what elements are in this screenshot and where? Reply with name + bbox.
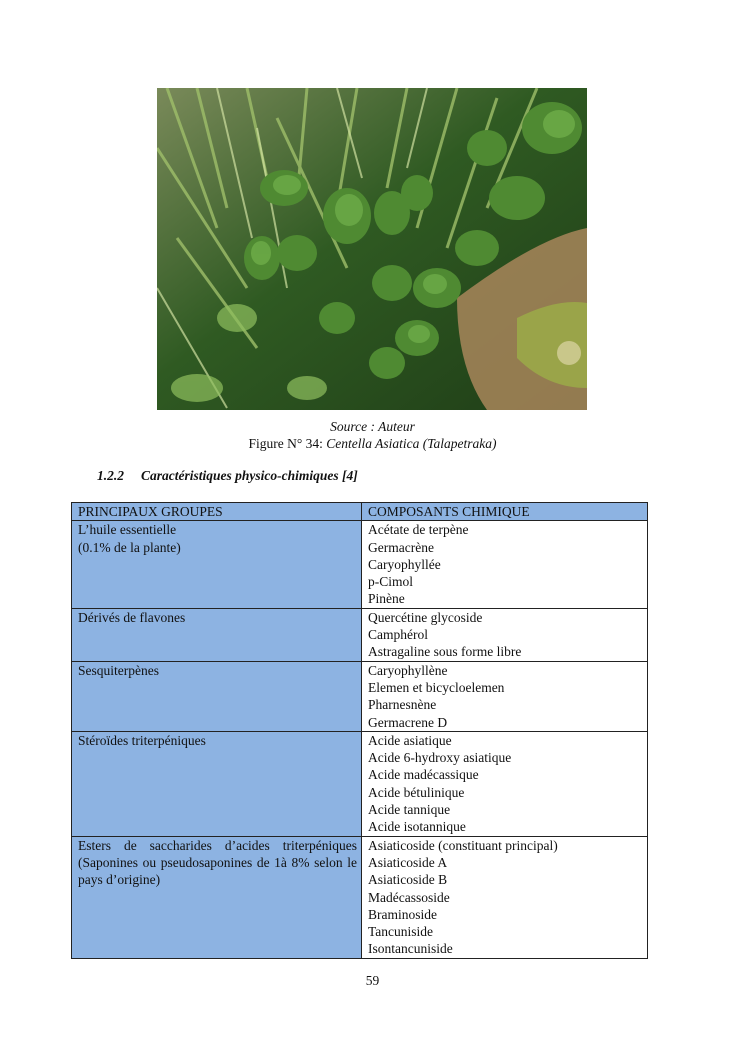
components-cell xyxy=(362,836,648,958)
group-line: L’huile essentielle xyxy=(78,522,177,538)
table-row xyxy=(72,661,648,731)
section-number: 1.2.2 xyxy=(97,468,124,483)
component-item: Acide isotannique xyxy=(368,819,466,835)
component-item: Camphérol xyxy=(368,627,428,643)
group-line: Dérivés de flavones xyxy=(78,609,186,625)
section-heading xyxy=(97,468,358,484)
page-number: 59 xyxy=(365,973,380,988)
component-item: Acide tannique xyxy=(368,802,451,818)
component-item: Pharnesnène xyxy=(368,697,437,713)
table-row xyxy=(72,836,648,958)
header-groups: PRINCIPAUX GROUPES xyxy=(72,503,362,521)
component-item: Tancuniside xyxy=(368,924,434,940)
group-line: Sesquiterpènes xyxy=(78,662,159,678)
component-item: Acide bétulinique xyxy=(368,784,465,800)
component-item: Madécassoside xyxy=(368,889,450,905)
component-item: Germacrène xyxy=(368,539,434,555)
group-cell xyxy=(72,836,362,958)
component-item: p-Cimol xyxy=(368,574,414,590)
figure-caption xyxy=(0,436,745,452)
header-components: COMPOSANTS CHIMIQUE xyxy=(362,503,648,521)
section-title: Caractéristiques physico-chimiques [4] xyxy=(141,468,358,483)
component-item: Quercétine glycoside xyxy=(368,609,483,625)
table-header-row xyxy=(72,503,648,521)
group-cell xyxy=(72,661,362,731)
table-row xyxy=(72,731,648,836)
group-line: (0.1% de la plante) xyxy=(78,539,181,555)
table-row xyxy=(72,521,648,608)
table-row xyxy=(72,608,648,661)
component-item: Asiaticoside A xyxy=(368,854,448,870)
component-item: Astragaline sous forme libre xyxy=(368,644,522,660)
component-item: Acide asiatique xyxy=(368,732,452,748)
group-cell xyxy=(72,731,362,836)
chemical-composition-table xyxy=(71,502,648,959)
component-item: Pinène xyxy=(368,591,405,607)
figure-label: Figure N° 34: xyxy=(248,436,327,451)
component-item: Caryophyllène xyxy=(368,662,448,678)
component-item: Asiaticoside (constituant principal) xyxy=(368,837,558,853)
component-item: Elemen et bicycloelemen xyxy=(368,679,505,695)
component-item: Acide 6-hydroxy asiatique xyxy=(368,750,512,766)
component-item: Braminoside xyxy=(368,906,437,922)
component-item: Isontancuniside xyxy=(368,941,453,957)
group-cell xyxy=(72,521,362,608)
component-item: Caryophyllée xyxy=(368,556,441,572)
component-item: Acétate de terpène xyxy=(368,522,469,538)
group-line: Esters de saccharides d’acides triterpéniques (Saponines ou pseudosaponines de 1à 8% selon le pays d’origine) xyxy=(78,837,357,888)
component-item: Germacrene D xyxy=(368,714,448,730)
group-cell xyxy=(72,608,362,661)
figure-source: Source : Auteur xyxy=(330,419,415,434)
group-line: Stéroïdes triterpéniques xyxy=(78,732,206,748)
components-cell xyxy=(362,608,648,661)
components-cell xyxy=(362,731,648,836)
figure-title: Centella Asiatica (Talapetraka) xyxy=(326,436,497,451)
components-cell xyxy=(362,521,648,608)
plant-photo xyxy=(157,88,587,410)
components-cell xyxy=(362,661,648,731)
component-item: Acide madécassique xyxy=(368,767,479,783)
component-item: Asiaticoside B xyxy=(368,872,448,888)
